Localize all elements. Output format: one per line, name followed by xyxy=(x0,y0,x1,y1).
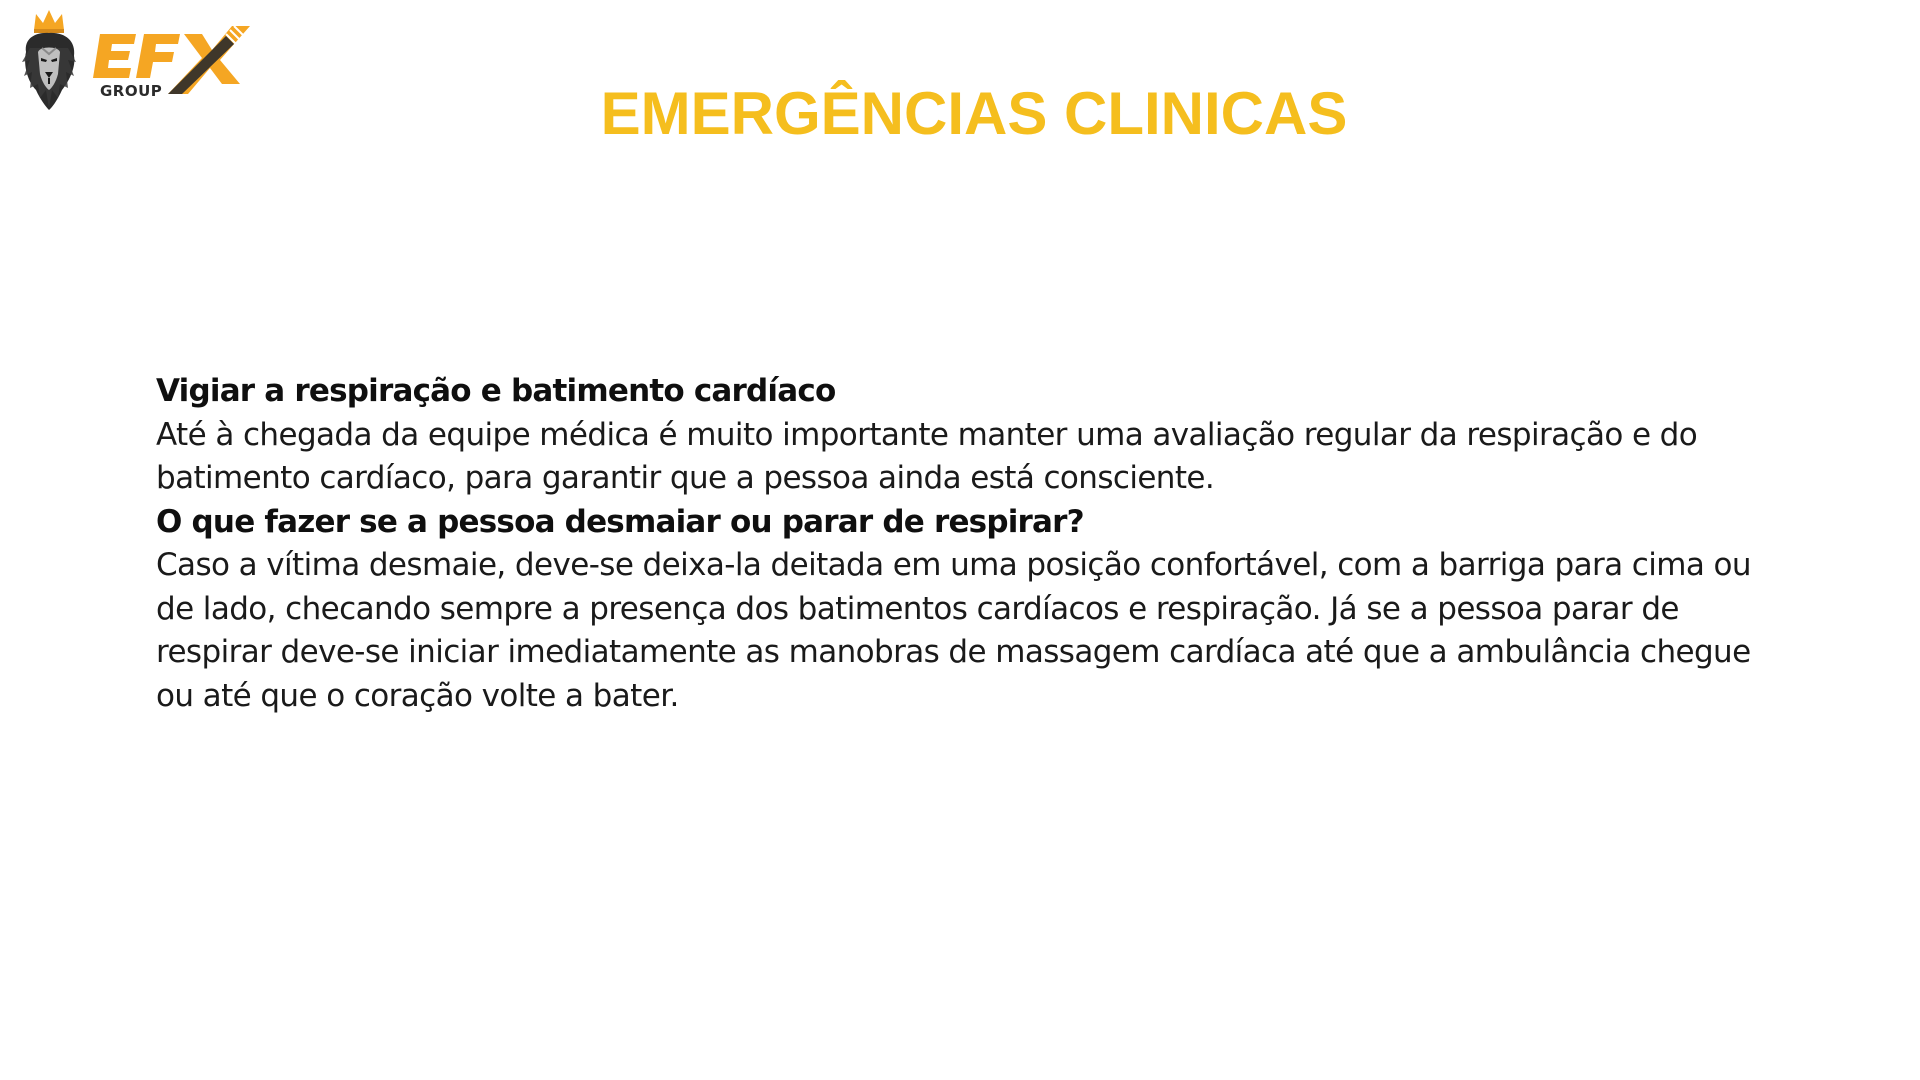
slide-title: EMERGÊNCIAS CLINICAS xyxy=(600,80,1348,147)
section-heading-fainting: O que fazer se a pessoa desmaiar ou parar de respirar? xyxy=(156,503,1084,540)
section-body-fainting: Caso a vítima desmaie, deve-se deixa-la deitada em uma posição confortável, com a barriga para cima ou de lado, checando sempre a presença dos batimentos cardíacos e respiração. Já se a pessoa parar de respirar deve-se iniciar imediatamente as manobras de massagem cardíaca até que a ambulância chegue ou até que o coração volte a bater. xyxy=(156,547,1751,714)
crown-icon xyxy=(34,10,64,33)
section-body-breathing: Até à chegada da equipe médica é muito importante manter uma avaliação regular da respiração e do batimento cardíaco, para garantir que a pessoa ainda está consciente. xyxy=(156,416,1698,496)
section-heading-breathing: Vigiar a respiração e batimento cardíaco xyxy=(156,373,836,409)
slide-content xyxy=(156,370,1796,718)
logo-group-text: GROUP xyxy=(100,82,163,100)
